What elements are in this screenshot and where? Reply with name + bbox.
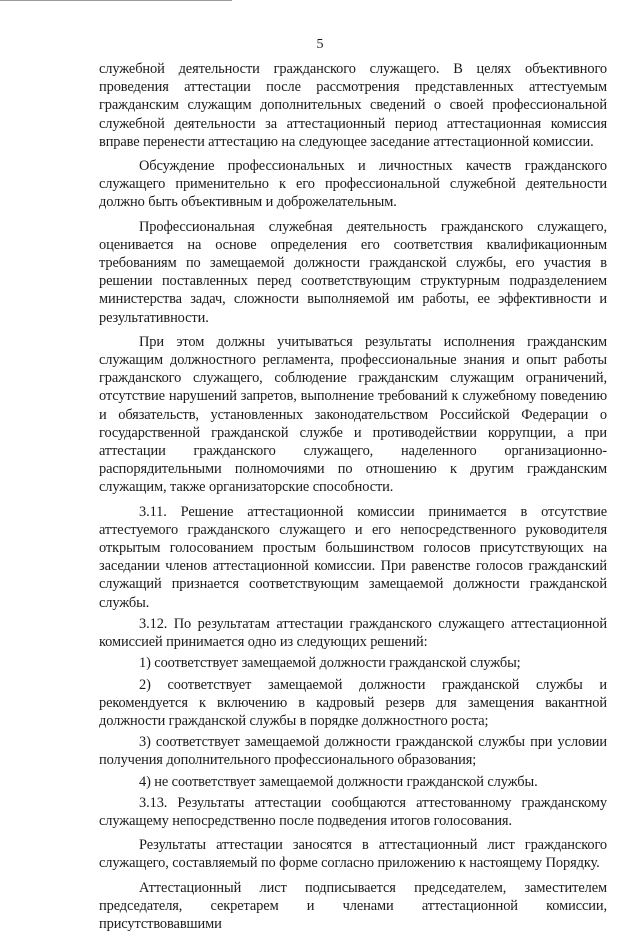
decision-item-1: 1) соответствует замещаемой должности гражданской службы; bbox=[139, 655, 521, 672]
clause-3-13: 3.13. Результаты аттестации сообщаются аттестованному гражданскому служащему непосредственно после подведения итогов голосования. bbox=[99, 794, 607, 829]
paragraph-considerations: При этом должны учитываться результаты исполнения гражданским служащим должностного регламента, профессиональные знания и опыт работы гражданского служащего, соблюдение гражданским служащим ограничений, отсутствие нарушений запретов, выполнение требований к служебному поведению и обязательств, установленных законодательством Российской Федерации о государственной гражданской службе и противодействии коррупции, а при аттестации гражданского служащего, наделенного организационно-распорядительными полномочиями по отношению к другим гражданским служащим, также организаторские способности. bbox=[99, 333, 607, 496]
paragraph-discussion: Обсуждение профессиональных и личностных качеств гражданского служащего применительно к его профессиональной служебной деятельности должно быть объективным и доброжелательным. bbox=[99, 158, 607, 211]
paragraph-continuation: служебной деятельности гражданского служащего. В целях объективного проведения аттестации после рассмотрения представленных аттестуемым гражданским служащим дополнительных сведений о своей профессиональной служебной деятельности за аттестационный период аттестационная комиссия вправе перенести аттестацию на следующее заседание аттестационной комиссии. bbox=[99, 61, 607, 150]
decision-item-2: 2) соответствует замещаемой должности гражданской службы и рекомендуется к включению в кадровый резерв для замещения вакантной должности гражданской службы в порядке должностного роста; bbox=[99, 676, 607, 729]
clause-3-12: 3.12. По результатам аттестации гражданского служащего аттестационной комиссией принимается одно из следующих решений: bbox=[99, 615, 607, 651]
paragraph-signatures: Аттестационный лист подписывается председателем, заместителем председателя, секретарем и членами аттестационной комиссии, присутствовавшими bbox=[99, 879, 607, 932]
paragraph-results-sheet: Результаты аттестации заносятся в аттестационный лист гражданского служащего, составляемый по форме согласно приложению к настоящему Порядку. bbox=[99, 837, 607, 872]
page-number: 5 bbox=[316, 37, 324, 52]
clause-3-11: 3.11. Решение аттестационной комиссии принимается в отсутствие аттестуемого гражданского служащего и его непосредственного руководителя открытым голосованием простым большинством голосов присутствующих на заседании членов аттестационной комиссии. При равенстве голосов гражданский служащий признается соответствующим замещаемой должности гражданской службы. bbox=[99, 503, 607, 611]
document-body bbox=[99, 60, 607, 933]
decision-item-3: 3) соответствует замещаемой должности гражданской службы при условии получения дополнительного профессионального образования; bbox=[99, 734, 607, 769]
scan-edge-line bbox=[0, 0, 232, 1]
decision-item-4: 4) не соответствует замещаемой должности гражданской службы. bbox=[139, 773, 538, 790]
paragraph-evaluation: Профессиональная служебная деятельность гражданского служащего, оценивается на основе определения его соответствия квалификационным требованиям по замещаемой должности гражданской службы, его участия в решении поставленных перед соответствующим структурным подразделением министерства задач, сложности выполняемой им работы, ее эффективности и результативности. bbox=[99, 218, 607, 326]
